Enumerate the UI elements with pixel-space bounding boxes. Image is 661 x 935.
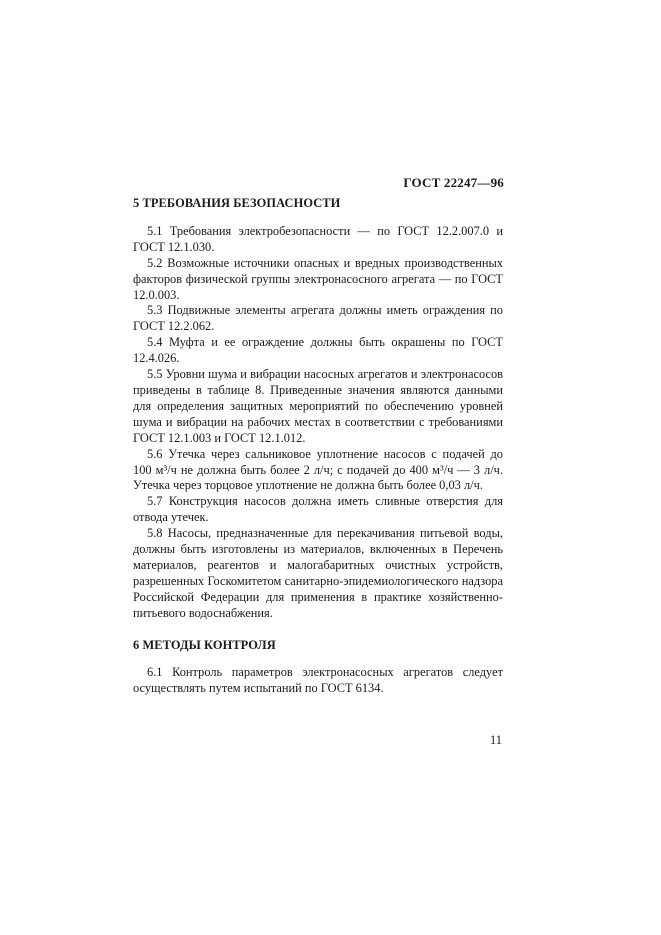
paragraph-5-5: 5.5 Уровни шума и вибрации насосных агрегатов и электронасосов приведены в таблице 8. Приведенные значения являются данными для определения защитных мероприятий по обеспечению уровней шума и вибрации на рабочих местах в соответствии с требованиями ГОСТ 12.1.003 и ГОСТ 12.1.012. bbox=[133, 367, 503, 445]
page-number: 11 bbox=[490, 733, 502, 747]
paragraph-5-7: 5.7 Конструкция насосов должна иметь сливные отверстия для отвода утечек. bbox=[133, 494, 503, 525]
paragraph-5-4: 5.4 Муфта и ее ограждение должны быть окрашены по ГОСТ 12.4.026. bbox=[133, 335, 503, 366]
paragraph-5-1: 5.1 Требования электробезопасности — по ГОСТ 12.2.007.0 и ГОСТ 12.1.030. bbox=[133, 223, 503, 254]
paragraph-6-1: 6.1 Контроль параметров электронасосных агрегатов следует осуществлять путем испытаний по ГОСТ 6134. bbox=[133, 665, 503, 696]
paragraph-5-3: 5.3 Подвижные элементы агрегата должны иметь ограждения по ГОСТ 12.2.062. bbox=[133, 303, 503, 334]
paragraph-5-2: 5.2 Возможные источники опасных и вредных производственных факторов физической группы электронасосного агрегата — по ГОСТ 12.0.003. bbox=[133, 255, 503, 302]
section-title: 5 ТРЕБОВАНИЯ БЕЗОПАСНОСТИ bbox=[133, 196, 341, 210]
paragraph-5-6: 5.6 Утечка через сальниковое уплотнение насосов с подачей до 100 м³/ч не должна быть более 2 л/ч; с подачей до 400 м³/ч — 3 л/ч. Утечка через торцовое уплотнение не должна быть более 0,03 л/ч. bbox=[133, 446, 503, 493]
section-6 bbox=[133, 638, 503, 698]
document-body bbox=[133, 196, 503, 697]
document-standard-header: ГОСТ 22247—96 bbox=[403, 175, 504, 190]
paragraph-5-8: 5.8 Насосы, предназначенные для перекачивания питьевой воды, должны быть изготовлены из материалов, включенных в Перечень материалов, реагентов и малогабаритных очистных устройств, разрешенных Госкомитетом санитарно-эпидемиологического надзора Российской Федерации для применения в практике хозяйственно-питьевого водоснабжения. bbox=[133, 526, 503, 620]
section-spacer bbox=[133, 622, 503, 638]
section-5 bbox=[133, 196, 503, 622]
section-title: 6 МЕТОДЫ КОНТРОЛЯ bbox=[133, 637, 276, 652]
